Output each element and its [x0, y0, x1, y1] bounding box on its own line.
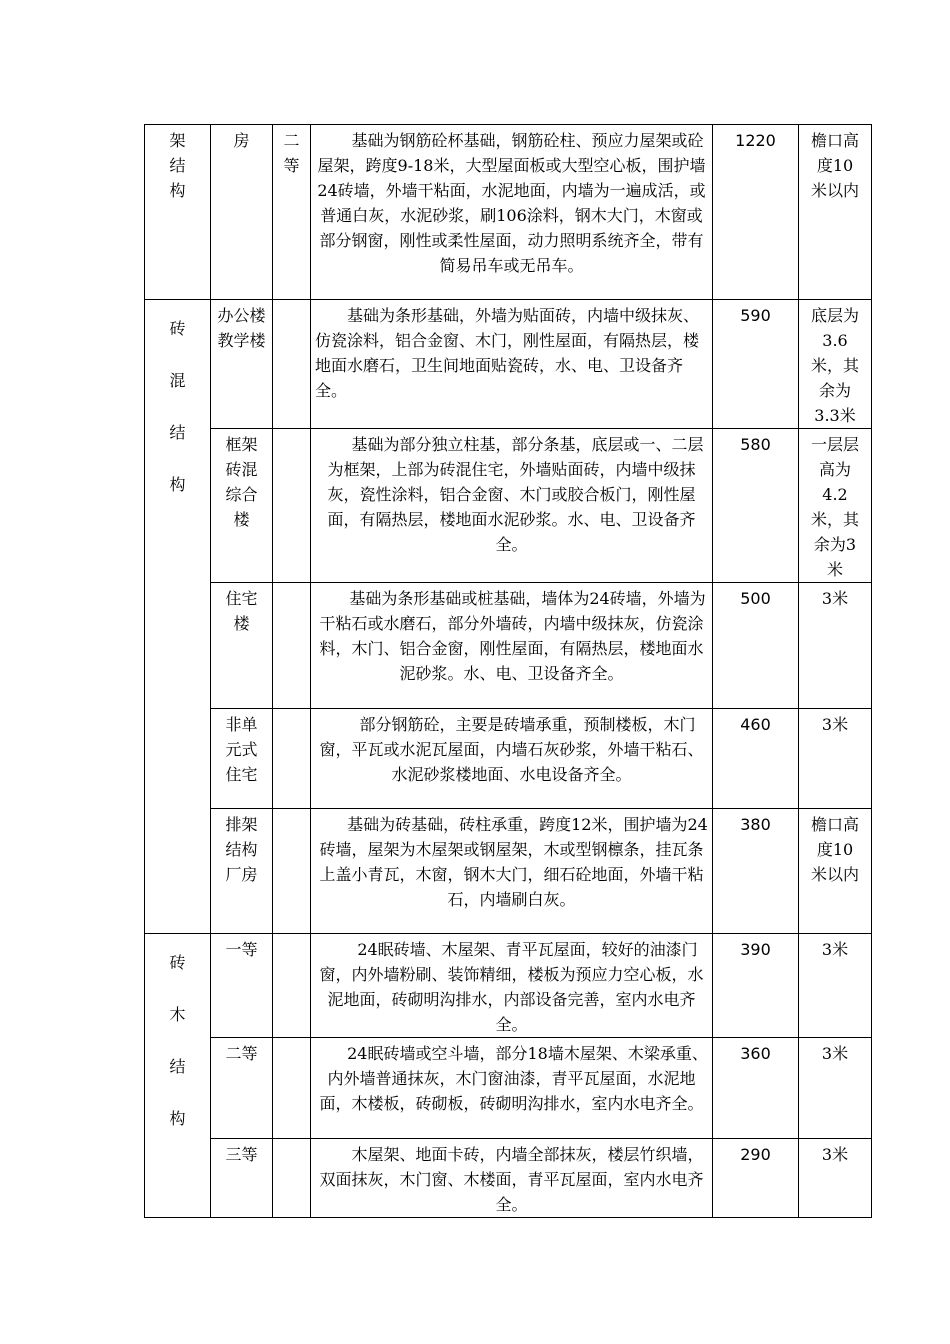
category-label: 架结构: [169, 131, 186, 200]
grade-cell: [273, 1139, 311, 1218]
subtype-label: 办公楼教学楼: [217, 306, 266, 350]
category-label: 砖木结构: [169, 953, 186, 1128]
subtype-cell: [211, 125, 273, 300]
price-cell: [713, 125, 799, 300]
description-cell: [311, 934, 713, 1038]
subtype-label: 框架砖混综合楼: [225, 435, 258, 529]
note-cell: [799, 1139, 872, 1218]
category-label: 砖混结构: [169, 319, 186, 494]
note-text: 3米: [821, 1044, 849, 1063]
description-cell: [311, 300, 713, 429]
note-text: 一层层高为4.2米，其余为3米: [811, 435, 860, 579]
note-text: 3米: [821, 715, 849, 734]
price-cell: [713, 583, 799, 709]
price-value: 360: [740, 1044, 771, 1063]
price-cell: [713, 709, 799, 809]
price-cell: [713, 1139, 799, 1218]
subtype-cell: [211, 934, 273, 1038]
structure-cost-table: [144, 124, 872, 1218]
description-text: 基础为条形基础或桩基础，墙体为24砖墙，外墙为干粘石或水磨石，部分外墙砖，内墙中级抹灰，仿瓷涂料，木门、铝合金窗，刚性屋面，有隔热层，楼地面水泥砂浆。水、电、卫设备齐全。: [319, 589, 706, 683]
price-cell: [713, 429, 799, 583]
price-value: 1220: [735, 131, 776, 150]
subtype-label: 房: [233, 131, 250, 150]
subtype-cell: [211, 1139, 273, 1218]
note-text: 3米: [821, 1145, 849, 1164]
price-cell: [713, 1038, 799, 1139]
grade-cell: [273, 1038, 311, 1139]
subtype-label: 三等: [225, 1145, 258, 1164]
note-cell: [799, 1038, 872, 1139]
price-value: 590: [740, 306, 771, 325]
subtype-cell: [211, 583, 273, 709]
price-cell: [713, 300, 799, 429]
description-cell: [311, 709, 713, 809]
subtype-cell: [211, 809, 273, 934]
category-cell: [145, 934, 211, 1218]
note-cell: [799, 583, 872, 709]
grade-cell: [273, 709, 311, 809]
price-value: 460: [740, 715, 771, 734]
table-row: [145, 1038, 872, 1139]
subtype-label: 排架结构厂房: [225, 815, 258, 884]
description-cell: [311, 429, 713, 583]
subtype-cell: [211, 709, 273, 809]
note-cell: [799, 125, 872, 300]
description-text: 基础为条形基础，外墙为贴面砖，内墙中级抹灰、仿瓷涂料，铝合金窗、木门，刚性屋面，有隔热层，楼地面水磨石，卫生间地面贴瓷砖，水、电、卫设备齐全。: [315, 306, 700, 400]
grade-label: 二等: [283, 131, 300, 175]
note-text: 底层为3.6米，其余为3.3米: [811, 306, 860, 425]
subtype-label: 一等: [225, 940, 258, 959]
note-text: 檐口高度10米以内: [811, 131, 860, 200]
price-value: 380: [740, 815, 771, 834]
description-text: 基础为部分独立柱基，部分条基，底层或一、二层为框架，上部为砖混住宅，外墙贴面砖，内墙中级抹灰，瓷性涂料，铝合金窗、木门或胶合板门，刚性屋面，有隔热层，楼地面水泥砂浆。水、电、卫设备齐全。: [327, 435, 704, 554]
description-cell: [311, 809, 713, 934]
price-value: 290: [740, 1145, 771, 1164]
table-row: [145, 809, 872, 934]
description-cell: [311, 125, 713, 300]
description-text: 24眠砖墙或空斗墙，部分18墙木屋架、木梁承重、内外墙普通抹灰，木门窗油漆，青平瓦屋面，水泥地面，木楼板，砖砌板，砖砌明沟排水，室内水电齐全。: [319, 1044, 708, 1113]
subtype-cell: [211, 1038, 273, 1139]
subtype-cell: [211, 429, 273, 583]
description-text: 木屋架、地面卡砖，内墙全部抹灰，楼层竹织墙，双面抹灰，木门窗、木楼面，青平瓦屋面，室内水电齐全。: [319, 1145, 704, 1214]
table-row: [145, 583, 872, 709]
table-row: [145, 1139, 872, 1218]
note-cell: [799, 429, 872, 583]
price-cell: [713, 934, 799, 1038]
subtype-label: 住宅楼: [225, 589, 258, 633]
subtype-label: 非单元式住宅: [225, 715, 258, 784]
subtype-label: 二等: [225, 1044, 258, 1063]
note-cell: [799, 300, 872, 429]
description-cell: [311, 583, 713, 709]
table-row: [145, 934, 872, 1038]
note-cell: [799, 809, 872, 934]
category-cell: [145, 300, 211, 934]
category-cell: [145, 125, 211, 300]
grade-cell: [273, 125, 311, 300]
description-text: 基础为砖基础，砖柱承重，跨度12米，围护墙为24砖墙，屋架为木屋架或钢屋架，木或型钢檩条，挂瓦条上盖小青瓦，木窗，钢木大门，细石砼地面，外墙干粘石，内墙刷白灰。: [319, 815, 708, 909]
price-value: 500: [740, 589, 771, 608]
grade-cell: [273, 429, 311, 583]
note-text: 3米: [821, 940, 849, 959]
description-text: 部分钢筋砼，主要是砖墙承重，预制楼板，木门窗，平瓦或水泥瓦屋面，内墙石灰砂浆，外墙干粘石、水泥砂浆楼地面、水电设备齐全。: [319, 715, 704, 784]
description-text: 基础为钢筋砼杯基础，钢筋砼柱、预应力屋架或砼屋架，跨度9-18米，大型屋面板或大型空心板，围护墙24砖墙，外墙干粘面，水泥地面，内墙为一遍成活，或普通白灰，水泥砂浆，刷106涂料，钢木大门，木窗或部分钢窗，刚性或柔性屋面，动力照明系统齐全，带有简易吊车或无吊车。: [317, 131, 706, 275]
grade-cell: [273, 934, 311, 1038]
price-value: 390: [740, 940, 771, 959]
table-row: [145, 709, 872, 809]
description-text: 24眠砖墙、木屋架、青平瓦屋面，较好的油漆门窗，内外墙粉刷、装饰精细，楼板为预应力空心板，水泥地面，砖砌明沟排水，内部设备完善，室内水电齐全。: [319, 940, 704, 1034]
description-cell: [311, 1139, 713, 1218]
price-cell: [713, 809, 799, 934]
table-row: [145, 300, 872, 429]
note-text: 檐口高度10米以内: [811, 815, 860, 884]
note-cell: [799, 934, 872, 1038]
table-row: [145, 125, 872, 300]
note-text: 3米: [821, 589, 849, 608]
table-row: [145, 429, 872, 583]
note-cell: [799, 709, 872, 809]
grade-cell: [273, 300, 311, 429]
grade-cell: [273, 583, 311, 709]
grade-cell: [273, 809, 311, 934]
subtype-cell: [211, 300, 273, 429]
description-cell: [311, 1038, 713, 1139]
price-value: 580: [740, 435, 771, 454]
